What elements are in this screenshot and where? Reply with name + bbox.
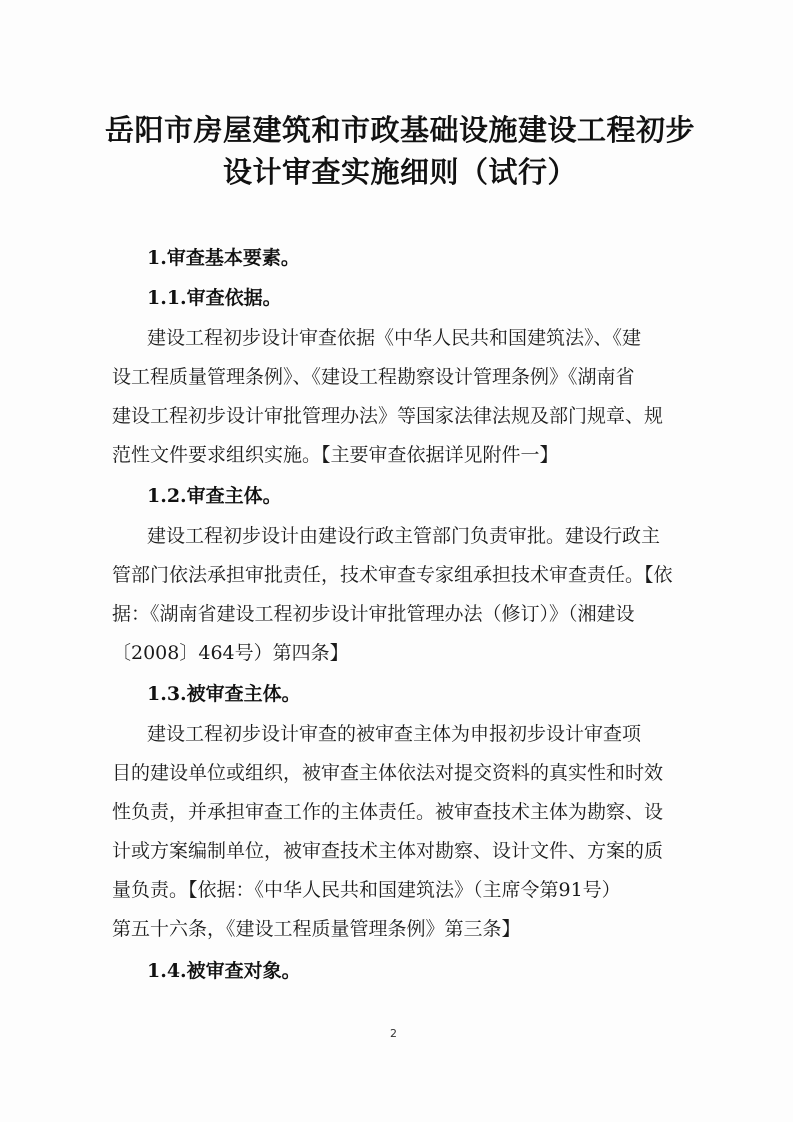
paragraph-line: 建设工程初步设计审批管理办法》等国家法律法规及部门规章、规 xyxy=(112,405,664,427)
paragraph-line: 设工程质量管理条例》、《建设工程勘察设计管理条例》《湖南省 xyxy=(112,366,635,388)
section-heading-1-2: 1.2.审查主体。 xyxy=(147,485,282,507)
paragraph-line: 计或方案编制单位，被审查技术主体对勘察、设计文件、方案的质 xyxy=(112,840,664,862)
paragraph-line: 据：《湖南省建设工程初步设计审批管理办法（修订）》（湘建设 xyxy=(112,603,635,625)
paragraph-line: 建设工程初步设计审查的被审查主体为申报初步设计审查项 xyxy=(147,723,642,745)
section-heading-1: 1.审查基本要素。 xyxy=(147,247,300,269)
paragraph-line: 第五十六条，《建设工程质量管理条例》第三条】 xyxy=(112,918,521,940)
section-heading-1-3: 1.3.被审查主体。 xyxy=(147,683,301,705)
paragraph-line: 目的建设单位或组织，被审查主体依法对提交资料的真实性和时效 xyxy=(112,762,664,784)
paragraph-line: 管部门依法承担审批责任，技术审查专家组承担技术审查责任。【依 xyxy=(112,564,673,586)
document-title-line-1: 岳阳市房屋建筑和市政基础设施建设工程初步 xyxy=(104,113,695,147)
paragraph-line: 性负责，并承担审查工作的主体责任。被审查技术主体为勘察、设 xyxy=(112,801,664,823)
document-title-line-2: 设计审查实施细则（试行） xyxy=(222,155,577,189)
paragraph-line: 〔2008〕464号）第四条】 xyxy=(112,642,349,664)
paragraph-line: 量负责。【依据：《中华人民共和国建筑法》（主席令第91号） xyxy=(112,879,621,901)
paragraph-line: 建设工程初步设计由建设行政主管部门负责审批。建设行政主 xyxy=(147,525,661,547)
section-heading-1-4: 1.4.被审查对象。 xyxy=(147,960,301,982)
paragraph-line: 范性文件要求组织实施。【主要审查依据详见附件一】 xyxy=(112,444,559,466)
section-heading-1-1: 1.1.审查依据。 xyxy=(147,287,282,309)
paragraph-line: 建设工程初步设计审查依据《中华人民共和国建筑法》、《建 xyxy=(147,327,642,349)
page-number: 2 xyxy=(390,1027,397,1040)
